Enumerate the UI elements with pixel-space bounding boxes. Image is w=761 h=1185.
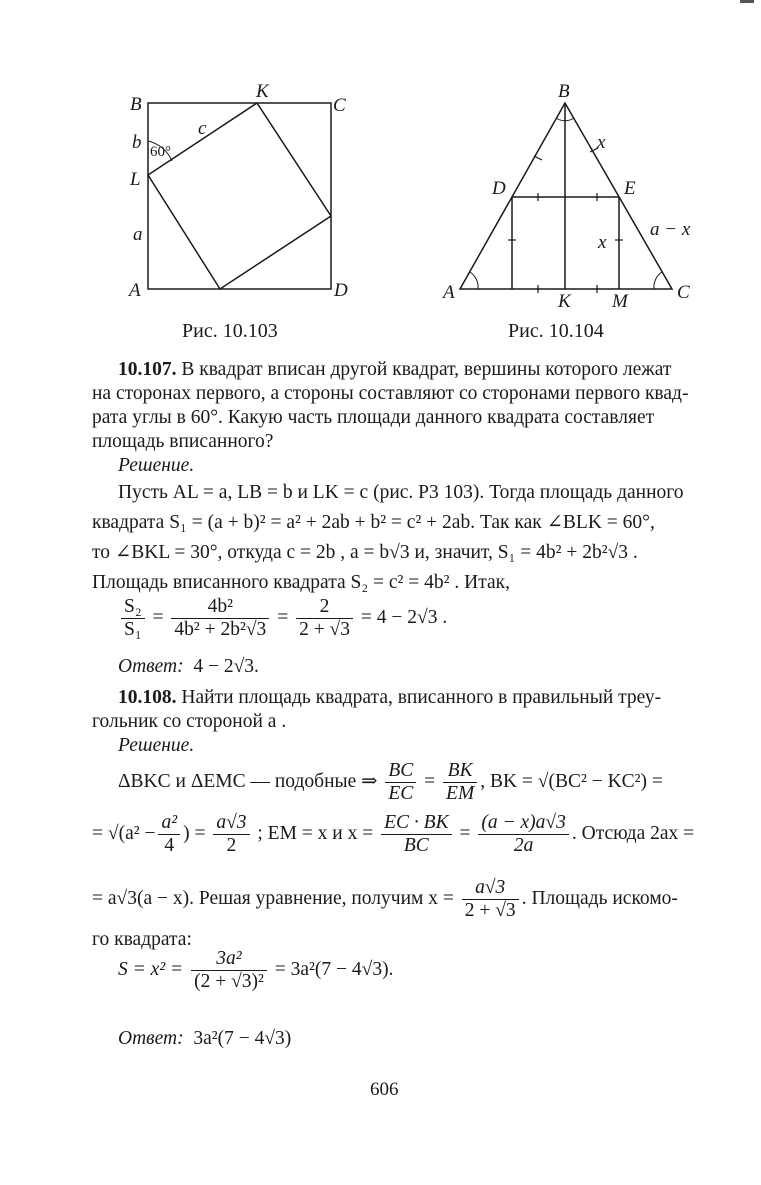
fig104-caption: Рис. 10.104 — [508, 320, 604, 342]
p107-line1 — [118, 358, 748, 382]
frac-ec-bk: EC · BK — [381, 812, 451, 835]
fig104-label-x1: x — [597, 132, 606, 153]
p107-answer-value: 4 − 2√3. — [193, 656, 259, 677]
p108-line1 — [118, 686, 748, 710]
fig104-label-B: B — [558, 81, 570, 102]
p108-answer-value: 3a²(7 − 4√3) — [193, 1028, 292, 1049]
frac-bc: BC — [385, 760, 416, 783]
p107-solution-label: Решение. — [118, 455, 195, 476]
fig103-label-B: B — [130, 94, 142, 115]
frac2-den: 4b² + 2b²√3 — [174, 619, 267, 640]
fig104-label-E: E — [624, 178, 636, 199]
p108-equation: = a√3(a − x). Решая уравнение, получим x = — [92, 887, 454, 909]
fig103-label-a: a — [133, 224, 143, 245]
p107-sol-line2 — [92, 511, 722, 535]
frac-em: EM — [446, 783, 475, 804]
figure-10-103 — [148, 103, 331, 289]
fig104-label-C: C — [677, 282, 690, 303]
p108-row3 — [92, 877, 722, 922]
p107-sol-line3: то ∠BKL = 30°, откуда c = 2b , a = b√3 и, значит, S₁ = 4b² + 2b²√3 . — [92, 542, 638, 563]
frac-x-num: a√3 — [462, 877, 519, 900]
frac-s-den: (2 + √3)² — [194, 971, 264, 992]
angle-A — [470, 272, 478, 289]
p108-solution-label: Решение. — [118, 735, 195, 756]
p108-sqrt-close: ) — [183, 822, 190, 844]
fig103-label-b: b — [132, 132, 142, 153]
p108-text1: Найти площадь квадрата, вписанного в правильный треу- — [176, 687, 662, 708]
fraction-simplified — [296, 596, 353, 641]
p108-row2: = √(a² − $\frac{\text{a²}}{4}$ ) = $\frac{a√3}{2}$ ; EM = x и x = $\frac{EC \cdot BK}{BC}$ = $\frac{(a - x)a√3}{2a}$ . Отсюда 2ax = — [92, 812, 695, 856]
p108-em-x: ; EM = x и x = — [257, 822, 374, 844]
p108-bk-formula: , BK = √(BC² − KC²) = — [480, 770, 663, 792]
frac-ax-2a — [478, 812, 569, 857]
p108-similar: ΔBKC и ΔEMC — подобные ⇒ — [118, 770, 378, 792]
page-number: 606 — [370, 1079, 399, 1100]
frac-s-num: 3a² — [191, 948, 267, 971]
fraction-s2-s1 — [121, 596, 145, 641]
p108-answer-label: Ответ: — [118, 1028, 184, 1049]
p107-text1: В квадрат вписан другой квадрат, вершины которого лежат — [176, 359, 672, 380]
p107-sol-line1: Пусть AL = a, LB = b и LK = c (рис. Р3 103). Тогда площадь данного — [118, 482, 684, 503]
frac-ec: EC — [388, 783, 414, 804]
frac-ec-bk-bc — [381, 812, 451, 857]
fig103-label-A: A — [129, 280, 141, 301]
p107-answer — [118, 655, 748, 679]
fig104-label-ax: a − x — [650, 219, 691, 240]
frac-a2-4 — [158, 812, 180, 857]
frac-a-sqrt3-2 — [213, 812, 249, 857]
frac3-den: 2 + √3 — [299, 619, 351, 640]
fig103-label-c: c — [198, 118, 207, 139]
frac-bc-ec — [385, 760, 416, 805]
frac-a-sqrt3: a√3 — [213, 812, 249, 835]
fig104-label-D: D — [492, 178, 506, 199]
fraction-expanded — [171, 596, 269, 641]
frac3-num: 2 — [296, 596, 353, 619]
inner-square — [148, 103, 331, 289]
tick-BD — [534, 156, 542, 160]
frac-ax: (a − x)a√3 — [478, 812, 569, 835]
fig103-label-D: D — [334, 280, 348, 301]
p108-sqrt-open: = √(a² − — [92, 822, 156, 844]
fig104-label-x2: x — [598, 232, 607, 253]
frac-a2: a² — [158, 812, 180, 835]
p108-area-sought: . Площадь искомо- — [521, 887, 678, 909]
p108-row5 — [118, 948, 748, 993]
p108-line2: гольник со стороной a . — [92, 711, 287, 732]
frac1-num: S₂ — [121, 596, 145, 619]
frac-bk-em — [443, 760, 477, 805]
frac-x — [462, 877, 519, 922]
p107-sol-line2a: квадрата S₁ = (a + b)² = a² + 2ab + b² = c² + 2ab — [92, 512, 471, 533]
frac-2: 2 — [226, 835, 237, 856]
figures — [0, 0, 761, 330]
p107-line2: на сторонах первого, а стороны составляют со сторонами первого квад- — [92, 383, 689, 404]
frac2-num: 4b² — [171, 596, 269, 619]
p107-number: 10.107. — [118, 359, 177, 380]
p107-line4: площадь вписанного? — [92, 431, 274, 452]
fig103-caption: Рис. 10.103 — [182, 320, 278, 342]
p108-row4: го квадрата: — [92, 929, 192, 950]
p108-number: 10.108. — [118, 687, 177, 708]
outer-square — [148, 103, 331, 289]
p108-row1: ΔBKC и ΔEMC — подобные ⇒ $\frac{BC}{EC}$ = $\frac{BK}{EM}$ , BK = √(BC² − KC²) = — [118, 760, 663, 804]
p107-sol-line2b: . Так как ∠BLK = 60°, — [470, 512, 655, 533]
p108-answer — [118, 1027, 748, 1051]
frac-4: 4 — [164, 835, 175, 856]
fig103-label-angle: 60° — [150, 144, 171, 160]
frac1-den: S₁ — [124, 619, 142, 640]
frac-bk: BK — [443, 760, 477, 783]
fig103-label-L: L — [130, 169, 141, 190]
frac-x-den: 2 + √3 — [464, 900, 516, 921]
fig103-label-C: C — [333, 95, 346, 116]
angle-C — [654, 272, 662, 289]
p108-s-result: = 3a²(7 − 4√3). — [274, 958, 394, 980]
p108-hence: . Отсюда 2ax = — [571, 822, 695, 844]
p107-result: = 4 − 2√3 . — [360, 606, 448, 628]
fig103-label-K: K — [256, 81, 269, 102]
p107-fraction-row: $\frac{\text{S₂}}{\text{S₁}}$ = $\frac{\text{4b²}}{\text{4b² + 2b²√3}}$ = $\frac{2}{2 + √3}$ = 4 − 2√3 . — [118, 596, 748, 641]
p107-sol-line4: Площадь вписанного квадрата S₂ = c² = 4b² . Итак, — [92, 572, 510, 593]
p108-s-equals: S = x² = — [118, 958, 184, 980]
fig104-label-K: K — [558, 291, 571, 312]
fig104-label-M: M — [612, 291, 628, 312]
fig104-label-A: A — [443, 282, 455, 303]
frac-2a: 2a — [513, 835, 534, 856]
p107-answer-label: Ответ: — [118, 656, 184, 677]
frac-bc2: BC — [403, 835, 429, 856]
p107-line3: рата углы в 60°. Какую часть площади данного квадрата составляет — [92, 407, 655, 428]
frac-s — [191, 948, 267, 993]
